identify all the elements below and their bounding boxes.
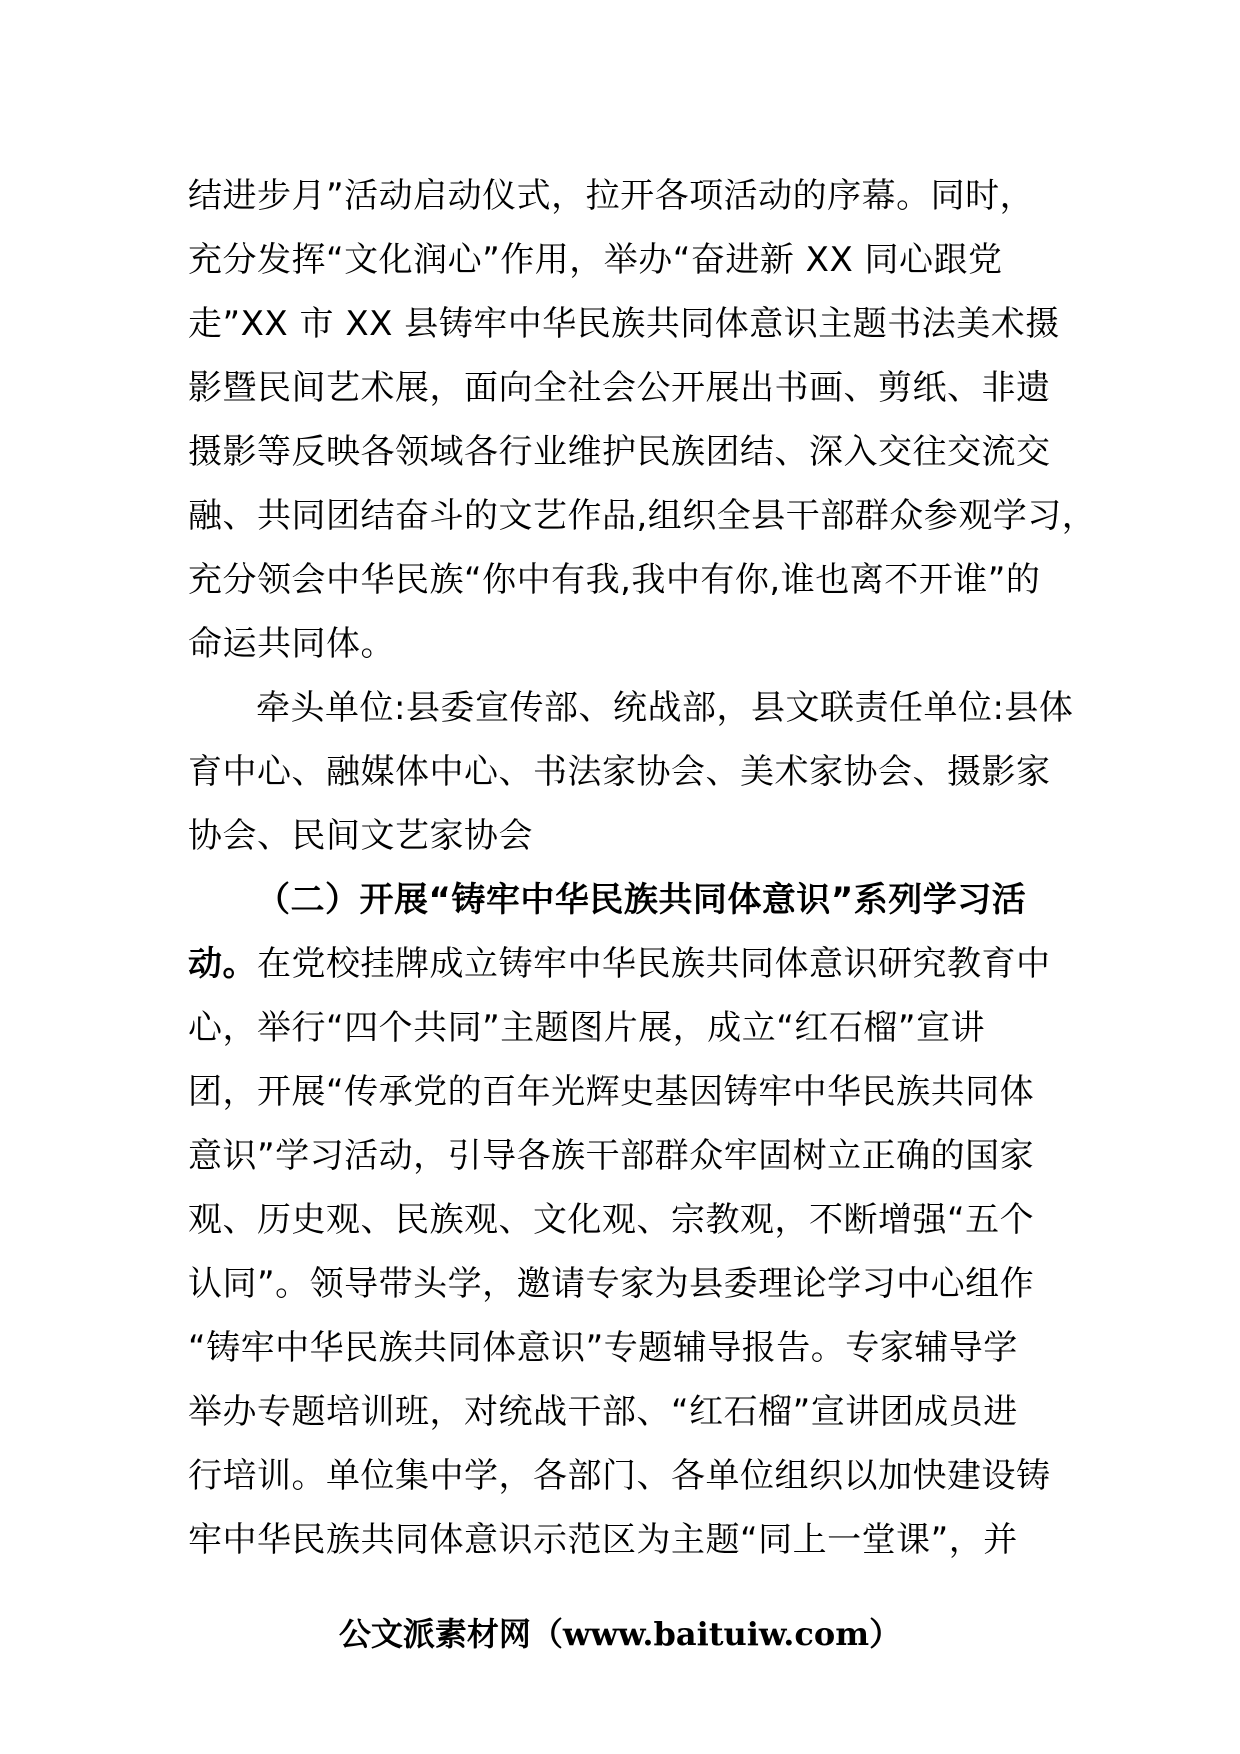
paragraph-responsible-units [188, 676, 1074, 868]
text-line: 命运共同体。 [188, 624, 395, 664]
text-line: 牵头单位:县委宣传部、统战部，县文联责任单位:县体 [256, 688, 1074, 728]
document-body [188, 164, 1097, 1572]
text-line: 结进步月”活动启动仪式，拉开各项活动的序幕。同时， [188, 176, 1035, 216]
text-line: 牢中华民族共同体意识示范区为主题“同上一堂课”，并 [188, 1520, 1018, 1560]
paragraph-study-activities [188, 868, 1068, 1572]
text-line: 意识”学习活动，引导各族干部群众牢固树立正确的国家 [188, 1136, 1035, 1176]
text-line [188, 932, 1068, 996]
text-line: 心，举行“四个共同”主题图片展，成立“红石榴”宣讲 [188, 1008, 985, 1048]
footer-watermark: 公文派素材网（www.baituiw.com） [338, 1615, 902, 1653]
text-line: “铸牢中华民族共同体意识”专题辅导报告。专家辅导学 [188, 1328, 1018, 1368]
text-line: 影暨民间艺术展，面向全社会公开展出书画、剪纸、非遗 [188, 368, 1051, 408]
text-line-rest: 在党校挂牌成立铸牢中华民族共同体意识研究教育中 [257, 944, 1051, 984]
paragraph-activity-launch [188, 164, 1097, 676]
section-heading: （二）开展“铸牢中华民族共同体意识”系列学习活 [256, 880, 1027, 920]
text-line: 育中心、融媒体中心、书法家协会、美术家协会、摄影家 [188, 752, 1051, 792]
text-line: 观、历史观、民族观、文化观、宗教观，不断增强“五个 [188, 1200, 1035, 1240]
text-line: 举办专题培训班，对统战干部、“红石榴”宣讲团成员进 [188, 1392, 1018, 1432]
text-line: 行培训。单位集中学，各部门、各单位组织以加快建设铸 [188, 1456, 1051, 1496]
text-line: 融、共同团结奋斗的文艺作品,组织全县干部群众参观学习， [188, 496, 1097, 536]
text-line: 充分领会中华民族“你中有我,我中有你,谁也离不开谁”的 [188, 560, 1041, 600]
section-heading-end: 动。 [188, 944, 257, 984]
text-line: 摄影等反映各领域各行业维护民族团结、深入交往交流交 [188, 432, 1051, 472]
text-line: 协会、民间文艺家协会 [188, 816, 533, 856]
text-line: 认同”。领导带头学，邀请专家为县委理论学习中心组作 [188, 1264, 1035, 1304]
text-line: 走”XX 市 XX 县铸牢中华民族共同体意识主题书法美术摄 [188, 304, 1060, 344]
text-line: 充分发挥“文化润心”作用，举办“奋进新 XX 同心跟党 [188, 240, 1003, 280]
text-line: 团，开展“传承党的百年光辉史基因铸牢中华民族共同体 [188, 1072, 1035, 1112]
